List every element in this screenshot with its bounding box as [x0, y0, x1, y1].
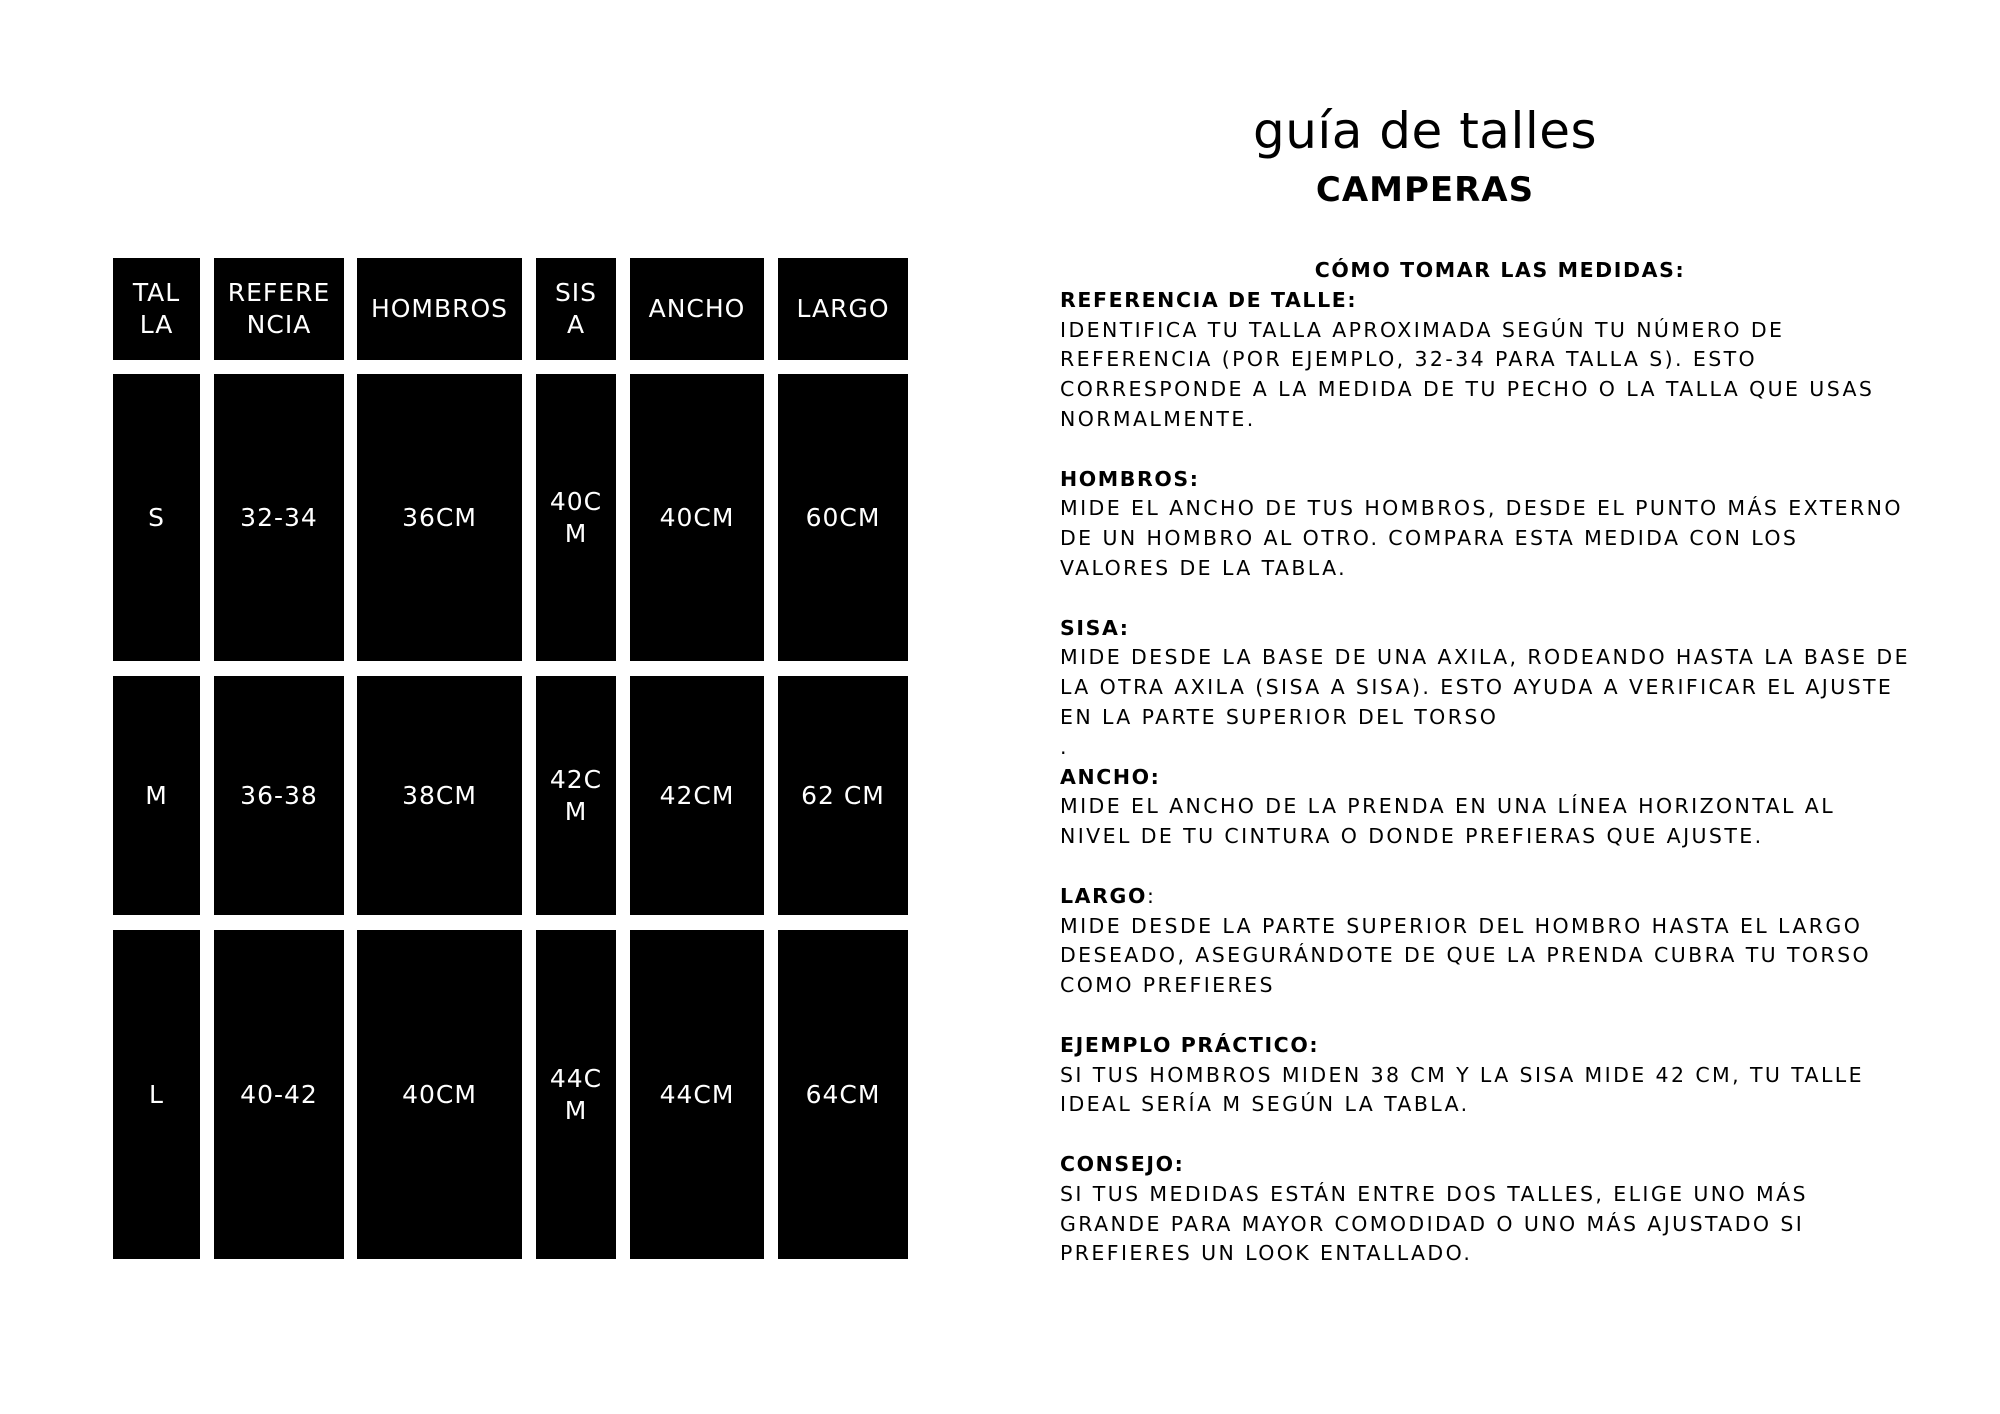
section-title-colon: :: [1146, 883, 1157, 908]
section-title: CONSEJO:: [1060, 1151, 1185, 1176]
measurement-guide: [1060, 256, 1910, 1269]
header-cell-hombros: HOMBROS: [357, 258, 522, 360]
section-body: MIDE EL ANCHO DE LA PRENDA EN UNA LÍNEA HORIZONTAL AL NIVEL DE TU CINTURA O DONDE PREFIERAS QUE AJUSTE.: [1060, 794, 1836, 849]
section-body: SI TUS HOMBROS MIDEN 38 CM Y LA SISA MIDE 42 CM, TU TALLE IDEAL SERÍA M SEGÚN LA TABLA.: [1060, 1062, 1864, 1117]
spacer: [1060, 1001, 1910, 1031]
guide-section-sisa: [1060, 614, 1910, 763]
table-cell-ancho: 44CM: [630, 930, 764, 1259]
table-cell-largo: 60CM: [778, 374, 908, 661]
guide-section-ejemplo: [1060, 1031, 1910, 1120]
header-cell-ancho: ANCHO: [630, 258, 764, 360]
table-cell-talla: M: [113, 676, 200, 915]
table-cell-sisa: 44C M: [536, 930, 616, 1259]
section-title: HOMBROS:: [1060, 466, 1200, 491]
spacer: [1060, 1120, 1910, 1150]
page-subtitle: CAMPERAS: [1315, 170, 1535, 210]
header-cell-largo: LARGO: [778, 258, 908, 360]
guide-section-hombros: [1060, 465, 1910, 584]
page-title: guía de talles: [1252, 102, 1598, 160]
table-cell-sisa: 40C M: [536, 374, 616, 661]
table-cell-referencia: 40-42: [214, 930, 344, 1259]
spacer: [1060, 435, 1910, 465]
table-cell-talla: S: [113, 374, 200, 661]
table-cell-largo: 64CM: [778, 930, 908, 1259]
guide-section-largo: [1060, 882, 1910, 1001]
header-cell-referencia: REFERE NCIA: [214, 258, 344, 360]
guide-section-referencia: [1060, 286, 1910, 435]
section-body: SI TUS MEDIDAS ESTÁN ENTRE DOS TALLES, ELIGE UNO MÁS GRANDE PARA MAYOR COMODIDAD O UNO MÁS AJUSTADO SI PREFIERES UN LOOK ENTALLADO.: [1060, 1181, 1808, 1266]
spacer: [1060, 852, 1910, 882]
section-title: ANCHO:: [1060, 764, 1161, 789]
table-cell-ancho: 40CM: [630, 374, 764, 661]
header-cell-talla: TAL LA: [113, 258, 200, 360]
header-cell-sisa: SIS A: [536, 258, 616, 360]
table-cell-largo: 62 CM: [778, 676, 908, 915]
spacer: [1060, 584, 1910, 614]
section-title-line: [1060, 882, 1910, 912]
section-title: EJEMPLO PRÁCTICO:: [1060, 1032, 1320, 1057]
guide-section-consejo: [1060, 1150, 1910, 1269]
section-body: IDENTIFICA TU TALLA APROXIMADA SEGÚN TU NÚMERO DE REFERENCIA (POR EJEMPLO, 32-34 PARA TALLA S). ESTO CORRESPONDE A LA MEDIDA DE TU PECHO O LA TALLA QUE USAS NORMALMENTE.: [1060, 317, 1875, 431]
section-title: SISA:: [1060, 615, 1130, 640]
table-cell-hombros: 40CM: [357, 930, 522, 1259]
section-body: MIDE DESDE LA PARTE SUPERIOR DEL HOMBRO HASTA EL LARGO DESEADO, ASEGURÁNDOTE DE QUE LA PRENDA CUBRA TU TORSO COMO PREFIERES: [1060, 913, 1872, 998]
table-cell-hombros: 36CM: [357, 374, 522, 661]
guide-heading: CÓMO TOMAR LAS MEDIDAS:: [1314, 258, 1686, 282]
section-title: LARGO: [1060, 883, 1147, 908]
section-body: MIDE DESDE LA BASE DE UNA AXILA, RODEANDO HASTA LA BASE DE LA OTRA AXILA (SISA A SISA). ESTO AYUDA A VERIFICAR EL AJUSTE EN LA PARTE SUPERIOR DEL TORSO: [1060, 645, 1910, 729]
section-trailing-dot: .: [1060, 734, 1069, 759]
guide-section-ancho: [1060, 763, 1910, 852]
table-cell-referencia: 36-38: [214, 676, 344, 915]
table-cell-referencia: 32-34: [214, 374, 344, 661]
table-cell-ancho: 42CM: [630, 676, 764, 915]
section-body: MIDE EL ANCHO DE TUS HOMBROS, DESDE EL PUNTO MÁS EXTERNO DE UN HOMBRO AL OTRO. COMPARA ESTA MEDIDA CON LOS VALORES DE LA TABLA.: [1060, 496, 1903, 580]
table-cell-hombros: 38CM: [357, 676, 522, 915]
table-cell-sisa: 42C M: [536, 676, 616, 915]
table-cell-talla: L: [113, 930, 200, 1259]
section-title: REFERENCIA DE TALLE:: [1060, 287, 1358, 312]
